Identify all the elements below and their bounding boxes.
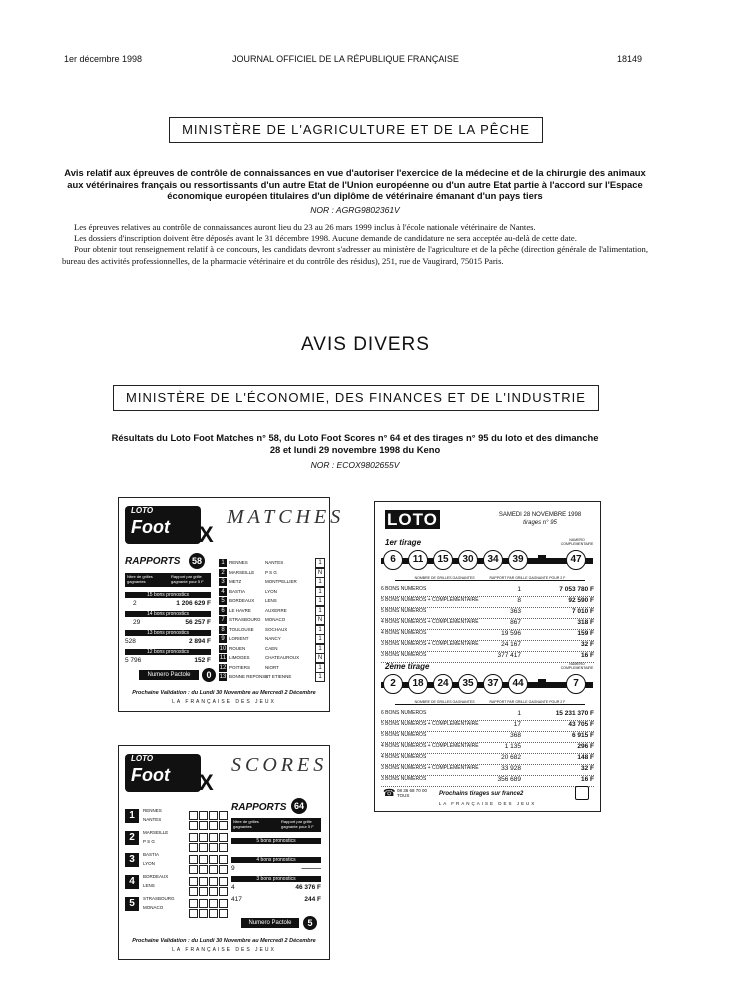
match-number: 3 <box>125 853 139 867</box>
table-row <box>381 721 594 732</box>
tirage2-balls <box>381 672 593 700</box>
avis-body <box>62 222 648 267</box>
tier-amount: 1 206 629 F <box>176 600 211 607</box>
away-team: LYON <box>143 861 155 866</box>
row-label: 3 BONS NUMEROS <box>381 776 427 782</box>
row-label: 5 BONS NUMEROS + COMPLEMENTAIRE <box>381 597 479 603</box>
col-head-left: NOMBRE DE GRILLES GAGNANTES <box>414 576 475 580</box>
tier-count: 417 <box>231 896 242 903</box>
matches-title: MATCHES <box>227 506 345 528</box>
away-team: LENS <box>143 883 155 888</box>
game-number: 6 <box>219 607 227 615</box>
game-number: 11 <box>219 655 227 661</box>
numero-pactole-label: Numero Pactole <box>139 670 199 680</box>
table-row <box>381 630 594 641</box>
game-row <box>219 644 325 654</box>
home-team: LIMOGES <box>229 655 250 660</box>
brand-footer: LA FRANÇAISE DES JEUX <box>172 947 276 953</box>
column-header <box>395 576 585 581</box>
ball: 30 <box>458 550 478 570</box>
logo-bottom-text: Foot <box>131 765 170 785</box>
away-team: MONACO <box>265 617 286 622</box>
home-team: BASTIA <box>143 852 160 857</box>
home-team: RENNES <box>229 560 248 565</box>
tier-amount: 56 257 F <box>185 619 211 626</box>
tier-label: 3 bons pronostics <box>231 876 321 882</box>
home-team: BORDEAUX <box>229 598 255 603</box>
result-box: 1 <box>315 577 325 587</box>
logo-top-text: LOTO <box>131 506 154 515</box>
row-count: 20 682 <box>501 754 521 761</box>
loto-foot-scores-panel <box>118 745 330 960</box>
tirage1-table <box>375 586 600 664</box>
game-number: 13 <box>219 674 227 680</box>
table-row <box>381 619 594 630</box>
result-box: 1 <box>315 596 325 606</box>
paragraph: Les dossiers d'inscription doivent être déposés avant le 31 décembre 1998. Aucune demande de candidature ne sera acceptée au-delà de cette date. <box>74 233 577 244</box>
ball: 6 <box>383 550 403 570</box>
tier-count: 528 <box>125 638 136 645</box>
rapports-label: RAPPORTS <box>125 556 181 567</box>
ball: 39 <box>508 550 528 570</box>
result-boxes <box>314 558 325 568</box>
table-row <box>381 765 594 776</box>
game-row <box>219 577 325 587</box>
result-box: 1 <box>315 644 325 654</box>
row-amount: 16 F <box>580 776 594 783</box>
comp-marker <box>538 555 546 563</box>
row-amount: 159 F <box>577 630 594 637</box>
score-match-row <box>125 828 229 850</box>
row-amount: 92 590 F <box>568 597 594 604</box>
header-date: 1er décembre 1998 <box>64 54 143 64</box>
tier <box>125 592 211 609</box>
tier-count: 4 <box>231 884 235 891</box>
row-amount: 7 053 780 F <box>559 586 594 593</box>
brand-footer: LA FRANÇAISE DES JEUX <box>172 699 276 705</box>
logo-top-text: LOTO <box>131 754 154 763</box>
tier <box>231 896 321 905</box>
tier-label: 13 bons pronostics <box>125 630 211 636</box>
game-row <box>219 568 325 578</box>
away-team: NANCY <box>265 636 281 641</box>
scores-title: SCORES <box>231 754 328 776</box>
game-number: 7 <box>219 616 227 624</box>
header-journal: JOURNAL OFFICIEL DE LA RÉPUBLIQUE FRANÇAISE <box>232 54 459 64</box>
row-label: 6 BONS NUMEROS <box>381 586 427 592</box>
result-boxes <box>314 672 325 682</box>
table-row <box>381 586 594 597</box>
validation-footer: Prochaine Validation : du Lundi 30 Novembre au Mercredi 2 Décembre <box>132 690 316 696</box>
row-label: 3 BONS NUMEROS <box>381 652 427 658</box>
home-team: RENNES <box>143 808 162 813</box>
result-box: N <box>315 615 325 625</box>
ball: 15 <box>433 550 453 570</box>
result-boxes <box>314 568 325 578</box>
row-amount: 43 705 F <box>568 721 594 728</box>
table-row <box>381 776 594 787</box>
row-count: 8 <box>517 597 521 604</box>
tier-count: 9 <box>231 865 235 872</box>
result-boxes <box>314 615 325 625</box>
tier <box>125 630 211 647</box>
comp-marker <box>538 679 546 687</box>
score-match-row <box>125 894 229 916</box>
phone-info <box>397 788 427 798</box>
ministry-agriculture-box: MINISTÈRE DE L'AGRICULTURE ET DE LA PÊCHE <box>169 117 543 143</box>
row-amount: 32 F <box>580 765 594 772</box>
game-row <box>219 625 325 635</box>
game-number: 9 <box>219 635 227 643</box>
paragraph: Pour obtenir tout renseignement relatif à ce concours, les candidats devront s'adresser au ministère de l'agriculture et de la pêche (direction générale de l'alimentation, bureau des activités professionnelles, de la pharmacie vétérinaire et du contrôle des résidus), 251, rue de Vaugirard, 75015 Paris. <box>62 244 648 266</box>
home-team: POITIERS <box>229 664 251 670</box>
table-row <box>381 641 594 652</box>
home-team: MARSEILLE <box>229 569 255 575</box>
match-number: 1 <box>125 809 139 823</box>
row-count: 368 <box>510 732 521 739</box>
game-number: 5 <box>219 597 227 605</box>
col-head-right: RAPPORT PAR GRILLE GAGNANTE POUR 2 F <box>489 576 566 580</box>
col-head-right: Rapport par grille gagnante pour 5 F <box>171 574 204 584</box>
numero-pactole-value: 0 <box>202 668 216 682</box>
row-label: 4 BONS NUMEROS + COMPLEMENTAIRE <box>381 743 479 749</box>
ball: 24 <box>433 674 453 694</box>
loto-foot-logo <box>125 754 201 792</box>
col-head-left: NOMBRE DE GRILLES GAGNANTES <box>414 700 475 704</box>
row-count: 867 <box>510 619 521 626</box>
logo-x: X <box>199 522 214 547</box>
col-head-left: Nbre de grilles gagnantes <box>127 574 153 584</box>
column-header <box>395 700 585 705</box>
away-team: MONTPELLIER <box>265 579 297 584</box>
column-header <box>231 818 321 832</box>
game-row <box>219 596 325 606</box>
score-match-row <box>125 806 229 828</box>
tier <box>231 857 321 874</box>
tier <box>231 838 321 855</box>
row-label: 5 BONS NUMEROS + COMPLEMENTAIRE <box>381 721 479 727</box>
results-title: Résultats du Loto Foot Matches n° 58, du Loto Foot Scores n° 64 et des tirages n° 95 du loto et des dimanche 28 et lundi 29 novembre 1998 du Keno <box>111 432 599 455</box>
away-team: ST ETIENNE <box>265 674 292 679</box>
score-match-row <box>125 850 229 872</box>
tirage2-table <box>375 710 600 788</box>
avis-title: Avis relatif aux épreuves de contrôle de connaissances en vue d'autoriser l'exercice de la médecine et de la chirurgie des animaux aux vétérinaires français ou ressortissants d'un autre Etat de l'Union européenne ou d'un autre Etat partie à l'accord sur l'Espace économique européen titulaires d'un diplôme de vétérinaire émanant d'un pays tiers <box>64 167 646 201</box>
logo-x: X <box>199 770 214 795</box>
table-row <box>381 608 594 619</box>
home-team: TOULOUSE <box>229 626 254 632</box>
game-number: 10 <box>219 645 227 652</box>
ball: 34 <box>483 550 503 570</box>
ball: 11 <box>408 550 428 570</box>
table-row <box>381 732 594 743</box>
phone-number: 08 36 68 70 00 <box>397 788 428 793</box>
game-row <box>219 634 325 644</box>
tier-label: 5 bons pronostics <box>231 838 321 844</box>
numero-comp-label: NUMERO COMPLEMENTAIRE <box>560 662 594 670</box>
game-number: 8 <box>219 626 227 634</box>
numero-comp-label: NUMERO COMPLEMENTAIRE <box>560 538 594 546</box>
match-number: 5 <box>125 897 139 911</box>
result-boxes <box>314 606 325 616</box>
game-row <box>219 587 325 597</box>
result-boxes <box>314 577 325 587</box>
ball: 35 <box>458 674 478 694</box>
result-boxes <box>314 653 325 663</box>
row-count: 17 <box>513 721 521 728</box>
row-count: 33 928 <box>501 765 521 772</box>
loto-date: SAMEDI 28 NOVEMBRE 1998 <box>498 512 582 518</box>
rapports-number: 58 <box>189 553 205 569</box>
row-amount: 6 915 F <box>571 732 594 739</box>
loto-foot-matches-panel <box>118 497 345 712</box>
game-row <box>219 615 325 625</box>
paragraph: Les épreuves relatives au contrôle de connaissances auront lieu du 23 au 26 mars 1999 inclus à l'école nationale vétérinaire de Nantes. <box>74 222 536 232</box>
result-box: N <box>315 568 325 578</box>
score-match-row <box>125 872 229 894</box>
brand-footer: LA FRANÇAISE DES JEUX <box>438 801 537 806</box>
result-box: 1 <box>315 634 325 644</box>
loto-logo-text: LOTO <box>387 510 438 529</box>
next-draw: Prochains tirages sur france2 <box>439 791 524 797</box>
tirage1-label: 1er tirage <box>385 538 422 547</box>
row-amount: 148 F <box>577 754 594 761</box>
row-count: 1 <box>517 586 521 593</box>
tier-amount: 2 894 F <box>188 638 211 645</box>
home-team: MARSEILLE <box>143 830 169 835</box>
result-box: 1 <box>315 672 325 682</box>
result-box: N <box>315 653 325 663</box>
complementary-ball: 7 <box>566 674 586 694</box>
row-label: 4 BONS NUMEROS <box>381 754 427 760</box>
col-head-right: Rapport par grille gagnante pour 5 F <box>281 819 314 829</box>
col-head-right: RAPPORT PAR GRILLE GAGNANTE POUR 2 F <box>489 700 566 704</box>
ball: 2 <box>383 674 403 694</box>
home-team: LORIENT <box>229 636 249 641</box>
score-boxes <box>189 905 229 923</box>
numero-pactole-value: 5 <box>303 916 317 930</box>
row-count: 1 135 <box>504 743 521 750</box>
home-team: ROUEN <box>229 645 246 651</box>
avis-divers-heading: AVIS DIVERS <box>301 334 430 355</box>
complementary-ball: 47 <box>566 550 586 570</box>
column-header <box>125 573 211 587</box>
phone-icon: ☎ <box>383 788 396 799</box>
away-team: SOCHAUX <box>265 626 288 632</box>
result-boxes <box>314 587 325 597</box>
result-boxes <box>314 644 325 654</box>
result-box: 1 <box>315 663 325 673</box>
home-team: LE HAVRE <box>229 607 251 613</box>
tier-count: 29 <box>133 619 141 626</box>
nor-reference: NOR : AGRG9802361V <box>310 205 400 215</box>
row-count: 19 596 <box>501 630 521 637</box>
scores-tiers <box>231 836 321 905</box>
match-number: 4 <box>125 875 139 889</box>
result-boxes <box>314 663 325 673</box>
match-number: 2 <box>125 831 139 845</box>
tier-label: 4 bons pronostics <box>231 857 321 863</box>
game-number: 4 <box>219 588 227 596</box>
table-row <box>381 754 594 765</box>
tier-label: 12 bons pronostics <box>125 649 211 655</box>
nor-reference-2: NOR : ECOX9802655V <box>310 460 400 470</box>
game-number: 1 <box>219 559 227 567</box>
tier <box>231 876 321 893</box>
ball: 37 <box>483 674 503 694</box>
row-amount: 318 F <box>577 619 594 626</box>
away-team: LENS <box>265 598 277 603</box>
game-row <box>219 672 325 682</box>
row-label: 6 BONS NUMEROS <box>381 710 427 716</box>
scores-matches-list <box>125 806 229 916</box>
away-team: CHATEAUROUX <box>265 655 300 660</box>
row-amount: 16 F <box>580 652 594 659</box>
home-team: BASTIA <box>229 588 246 594</box>
row-label: 4 BONS NUMEROS <box>381 630 427 636</box>
game-row <box>219 558 325 568</box>
row-amount: 32 F <box>580 641 594 648</box>
game-number: 2 <box>219 569 227 577</box>
away-team: P S G <box>143 839 155 844</box>
phone-sub: TOUS <box>397 793 410 798</box>
tier <box>125 649 211 666</box>
row-label: 3 BONS NUMEROS + COMPLEMENTAIRE <box>381 765 479 771</box>
row-amount: 296 F <box>577 743 594 750</box>
away-team: CAEN <box>265 645 278 651</box>
tier <box>125 611 211 628</box>
game-number: 3 <box>219 578 227 586</box>
away-team: NIORT <box>265 664 279 670</box>
home-team: BONNE REPONSE <box>229 674 269 679</box>
matches-games-list <box>219 558 325 682</box>
row-amount: 7 010 F <box>571 608 594 615</box>
row-count: 356 689 <box>497 776 521 783</box>
game-number: 12 <box>219 664 227 671</box>
ball: 44 <box>508 674 528 694</box>
row-count: 363 <box>510 608 521 615</box>
result-boxes <box>314 634 325 644</box>
numero-pactole-label: Numero Pactole <box>241 918 299 928</box>
table-row <box>381 710 594 721</box>
tier-label: 14 bons pronostics <box>125 611 211 617</box>
row-count: 1 <box>517 710 521 717</box>
away-team: LYON <box>265 588 277 594</box>
result-boxes <box>314 596 325 606</box>
home-team: STRASBOURG <box>229 617 261 622</box>
tier-label: 15 bons pronostics <box>125 592 211 598</box>
away-team: NANTES <box>265 560 284 565</box>
result-boxes <box>314 625 325 635</box>
home-team: STRASBOURG <box>143 896 175 901</box>
ministry-economie-box: MINISTÈRE DE L'ÉCONOMIE, DES FINANCES ET DE L'INDUSTRIE <box>113 385 599 411</box>
tier-amount: 244 F <box>304 896 321 903</box>
loto-logo <box>385 510 440 528</box>
away-team: AUXERRE <box>265 607 287 613</box>
row-label: 5 BONS NUMEROS <box>381 608 427 614</box>
ball: 18 <box>408 674 428 694</box>
home-team: BORDEAUX <box>143 874 169 879</box>
result-box: 1 <box>315 558 325 568</box>
col-head-left: Nbre de grilles gagnantes <box>233 819 259 829</box>
loto-tirage-no: tirages n° 95 <box>523 520 557 526</box>
row-label: 4 BONS NUMEROS + COMPLEMENTAIRE <box>381 619 479 625</box>
result-box: 1 <box>315 587 325 597</box>
table-row <box>381 743 594 754</box>
home-team: METZ <box>229 579 242 584</box>
logo-bottom-text: Foot <box>131 517 170 537</box>
tier-amount: ——— <box>301 865 321 872</box>
row-label: 5 BONS NUMEROS <box>381 732 427 738</box>
rapports-number: 64 <box>291 798 307 814</box>
game-row <box>219 663 325 673</box>
rapports-label: RAPPORTS <box>231 802 287 813</box>
tier-amount: 152 F <box>194 657 211 664</box>
tirage2-label: 2ème tirage <box>385 662 430 671</box>
loto-foot-logo <box>125 506 201 544</box>
row-count: 377 417 <box>497 652 521 659</box>
game-row <box>219 653 325 663</box>
row-label: 3 BONS NUMEROS + COMPLEMENTAIRE <box>381 641 479 647</box>
result-box: 1 <box>315 606 325 616</box>
header-page: 18149 <box>617 54 643 64</box>
tier-count: 2 <box>133 600 137 607</box>
tirage1-balls <box>381 548 593 576</box>
tier-amount: 46 376 F <box>295 884 321 891</box>
row-amount: 15 231 370 F <box>555 710 594 717</box>
away-team: NANTES <box>143 817 162 822</box>
loto-panel <box>374 501 601 812</box>
table-row <box>381 597 594 608</box>
row-count: 24 167 <box>501 641 521 648</box>
game-row <box>219 606 325 616</box>
result-box: 1 <box>315 625 325 635</box>
tier-count: 5 796 <box>125 657 142 664</box>
tv-icon <box>575 786 589 800</box>
away-team: P S G <box>265 569 277 575</box>
validation-footer: Prochaine Validation : du Lundi 30 Novembre au Mercredi 2 Décembre <box>132 938 316 944</box>
away-team: MONACO <box>143 905 164 910</box>
matches-tiers <box>125 590 211 666</box>
